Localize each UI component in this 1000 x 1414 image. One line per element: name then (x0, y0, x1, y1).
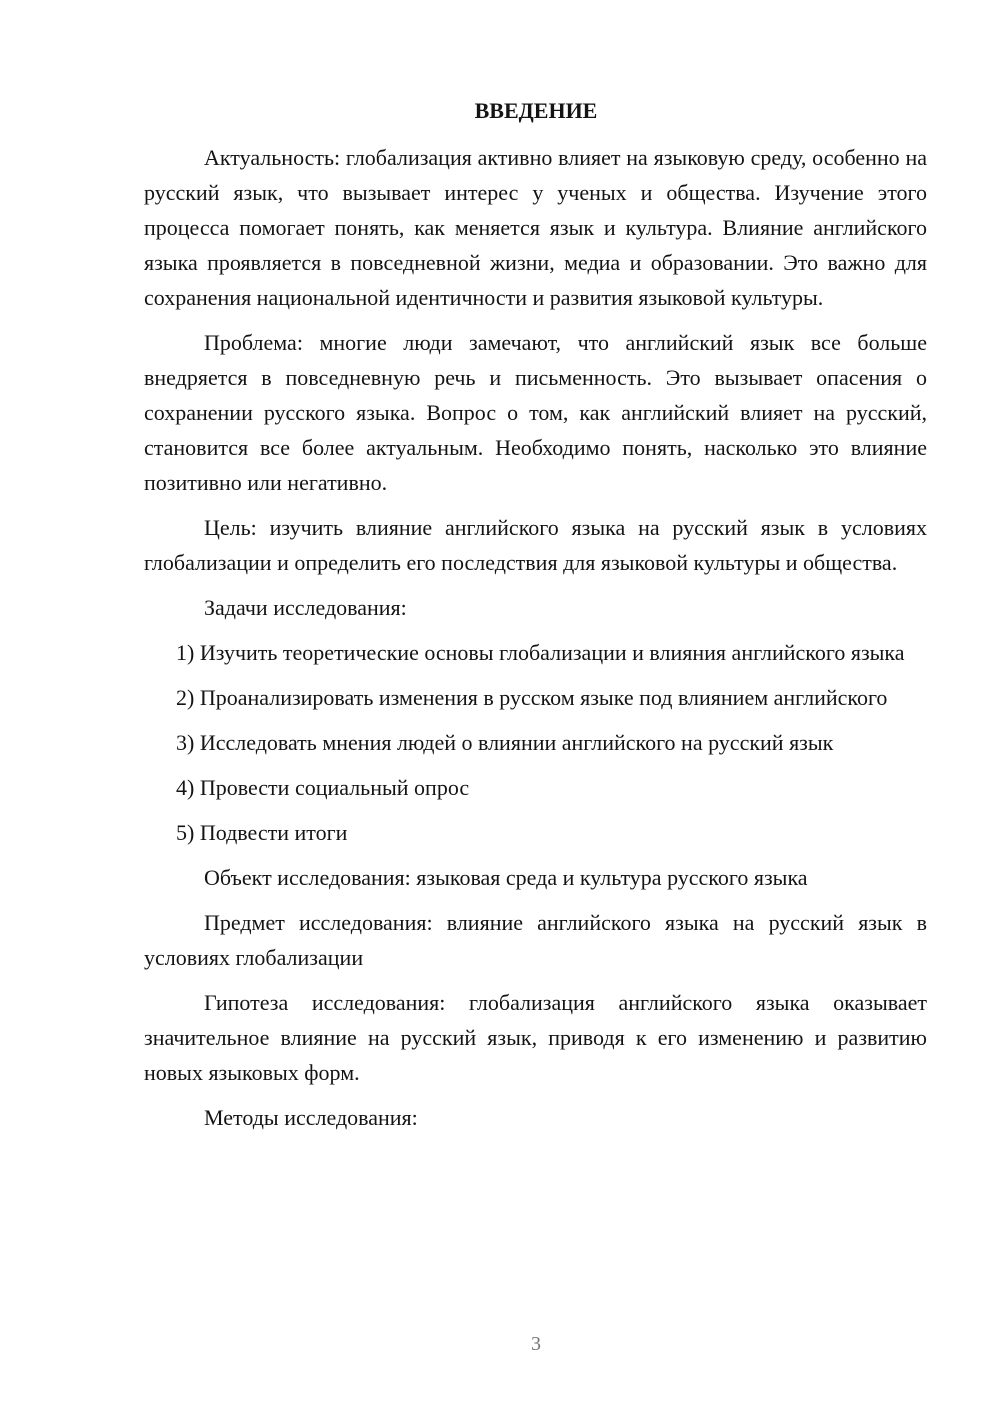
research-hypothesis: Гипотеза исследования: глобализация английского языка оказывает значительное влияние на русский язык, приводя к его изменению и развитию новых языковых форм. (144, 990, 927, 1085)
research-object: Объект исследования: языковая среда и культура русского языка (204, 865, 808, 890)
document-body (144, 140, 927, 1145)
task-item-5: 5) Подвести итоги (176, 820, 348, 845)
goal-paragraph: Цель: изучить влияние английского языка на русский язык в условиях глобализации и определить его последствия для языковой культуры и общества. (144, 515, 927, 575)
task-item-1: 1) Изучить теоретические основы глобализации и влияния английского языка (176, 640, 905, 665)
page-number: 3 (531, 1333, 541, 1355)
research-methods: Методы исследования: (204, 1105, 418, 1130)
problem-paragraph: Проблема: многие люди замечают, что английский язык все больше внедряется в повседневную речь и письменность. Это вызывает опасения о сохранении русского языка. Вопрос о том, как английский влияет на русский, становится все более актуальным. Необходимо понять, насколько это влияние позитивно или негативно. (144, 330, 927, 495)
research-subject: Предмет исследования: влияние английского языка на русский язык в условиях глобализации (144, 910, 927, 970)
task-item-3: 3) Исследовать мнения людей о влиянии английского на русский язык (176, 730, 834, 755)
task-item-4: 4) Провести социальный опрос (176, 775, 470, 800)
tasks-heading: Задачи исследования: (204, 595, 407, 620)
task-item-2: 2) Проанализировать изменения в русском языке под влиянием английского (176, 685, 888, 710)
section-title: ВВЕДЕНИЕ (474, 98, 598, 123)
relevance-paragraph: Актуальность: глобализация активно влияет на языковую среду, особенно на русский язык, что вызывает интерес у ученых и общества. Изучение этого процесса помогает понять, как меняется язык и культура. Влияние английского языка проявляется в повседневной жизни, медиа и образовании. Это важно для сохранения национальной идентичности и развития языковой культуры. (144, 145, 927, 310)
